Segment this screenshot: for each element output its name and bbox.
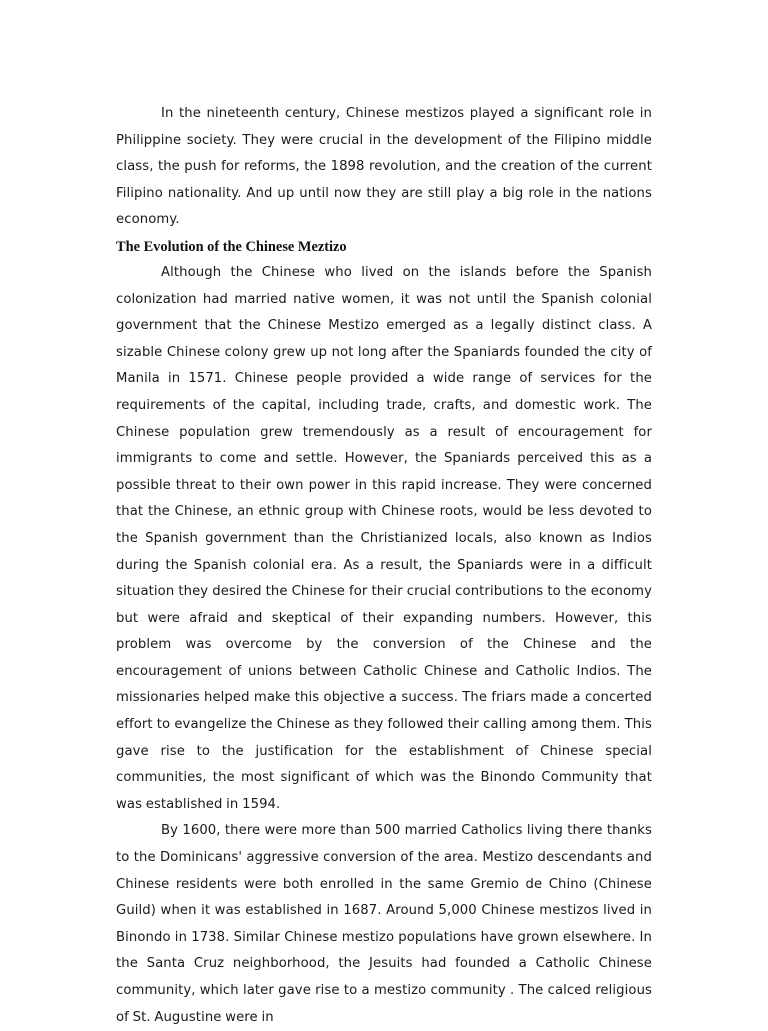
body-paragraph: Although the Chinese who lived on the islands before the Spanish colonization had married native women, it was not until the Spanish colonial government that the Chinese Mestizo emerged as a legally distinct class. A sizable Chinese colony grew up not long after the Spaniards founded the city of Manila in 1571. Chinese people provided a wide range of services for the requirements of the capital, including trade, crafts, and domestic work. The Chinese population grew tremendously as a result of encouragement for immigrants to come and settle. However, the Spaniards perceived this as a possible threat to their own power in this rapid increase. They were concerned that the Chinese, an ethnic group with Chinese roots, would be less devoted to the Spanish government than the Christianized locals, also known as Indios during the Spanish colonial era. As a result, the Spaniards were in a difficult situation they desired the Chinese for their crucial contributions to the economy but were afraid and skeptical of their expanding numbers. However, this problem was overcome by the conversion of the Chinese and the encouragement of unions between Catholic Chinese and Catholic Indios. The missionaries helped make this objective a success. The friars made a concerted effort to evangelize the Chinese as they followed their calling among them. This gave rise to the justification for the establishment of Chinese special communities, the most significant of which was the Binondo Community that was established in 1594. — [116, 264, 652, 812]
body-paragraph: By 1600, there were more than 500 married Catholics living there thanks to the Dominicans' aggressive conversion of the area. Mestizo descendants and Chinese residents were both enrolled in the same Gremio de Chino (Chinese Guild) when it was established in 1687. Around 5,000 Chinese mestizos lived in Binondo in 1738. Similar Chinese mestizo populations have grown elsewhere. In the Santa Cruz neighborhood, the Jesuits had founded a Catholic Chinese community, which later gave rise to a mestizo community . The calced religious of St. Augustine were in — [116, 823, 652, 1025]
document-body — [116, 101, 652, 1031]
intro-paragraph: In the nineteenth century, Chinese mestizos played a significant role in Philippine society. They were crucial in the development of the Filipino middle class, the push for reforms, the 1898 revolution, and the creation of the current Filipino nationality. And up until now they are still play a big role in the nations economy. — [116, 106, 652, 228]
section-heading: The Evolution of the Chinese Meztizo — [116, 238, 347, 255]
